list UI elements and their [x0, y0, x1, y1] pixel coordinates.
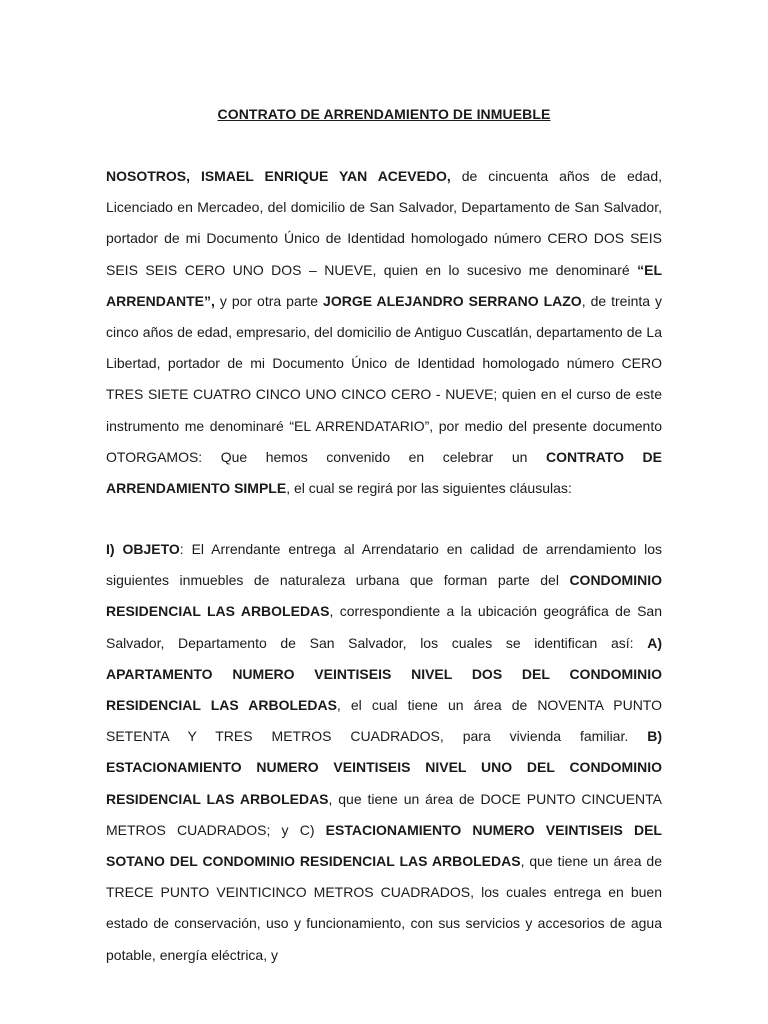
- condominium-name: CONDOMINIO RESIDENCIAL LAS ARBOLEDAS: [106, 572, 662, 620]
- property-a: A) APARTAMENTO NUMERO VEINTISEIS NIVEL DOS DEL CONDOMINIO RESIDENCIAL LAS ARBOLEDAS: [106, 634, 662, 714]
- property-b: B) ESTACIONAMIENTO NUMERO VEINTISEIS NIVEL UNO DEL CONDOMINIO RESIDENCIAL LAS ARBOLEDAS: [106, 728, 662, 807]
- text-run: de cincuenta años de edad, Licenciado en Mercadeo, del domicilio de San Salvador, Departamento de San Salvador, portador de mi Documento Único de Identidad homologado número CERO DOS SEIS SEIS SEIS CERO UNO DOS – NUEVE, quien en lo sucesivo me denominaré: [106, 168, 662, 278]
- lessee-name: JORGE ALEJANDRO SERRANO LAZO: [323, 292, 582, 309]
- text-run: , que tiene un área de DOCE PUNTO CINCUENTA METROS CUADRADOS; y C): [106, 790, 662, 838]
- text-run: , que tiene un área de TRECE PUNTO VEINTICINCO METROS CUADRADOS, los cuales entrega en buen estado de conservación, uso y funcionamiento, con sus servicios y accesorios de agua potable, energía eléctrica, y: [106, 853, 662, 963]
- contract-type: CONTRATO DE ARRENDAMIENTO SIMPLE: [106, 448, 662, 497]
- clause-heading: I) OBJETO: [106, 541, 180, 557]
- text-run: , correspondiente a la ubicación geográfica de San Salvador, Departamento de San Salvador, los cuales se identifican así:: [106, 603, 662, 651]
- text-run: , el cual se regirá por las siguientes cláusulas:: [286, 480, 572, 497]
- text-run: y por otra parte: [214, 292, 324, 309]
- lessor-designation: “EL ARRENDANTE”,: [106, 261, 662, 309]
- text-run: , el cual tiene un área de NOVENTA PUNTO SETENTA Y TRES METROS CUADRADOS, para vivienda familiar.: [106, 697, 662, 745]
- lessor-name: NOSOTROS, ISMAEL ENRIQUE YAN ACEVEDO,: [106, 168, 451, 184]
- property-c: ESTACIONAMIENTO NUMERO VEINTISEIS DEL SOTANO DEL CONDOMINIO RESIDENCIAL LAS ARBOLEDAS: [106, 821, 662, 870]
- paragraph-object-clause: [106, 534, 662, 971]
- text-run: , de treinta y cinco años de edad, empresario, del domicilio de Antiguo Cuscatlán, departamento de La Libertad, portador de mi Documento Único de Identidad homologado número CERO TRES SIETE CUATRO CINCO UNO CINCO CERO - NUEVE; quien en el curso de este instrumento me denominaré “EL ARRENDATARIO”, por medio del presente documento OTORGAMOS: Que hemos convenido en celebrar un: [106, 292, 663, 465]
- document-title: CONTRATO DE ARRENDAMIENTO DE INMUEBLE: [217, 106, 551, 122]
- text-run: : El Arrendante entrega al Arrendatario en calidad de arrendamiento los siguientes inmuebles de naturaleza urbana que forman parte del: [106, 541, 662, 589]
- paragraph-parties: [106, 161, 662, 504]
